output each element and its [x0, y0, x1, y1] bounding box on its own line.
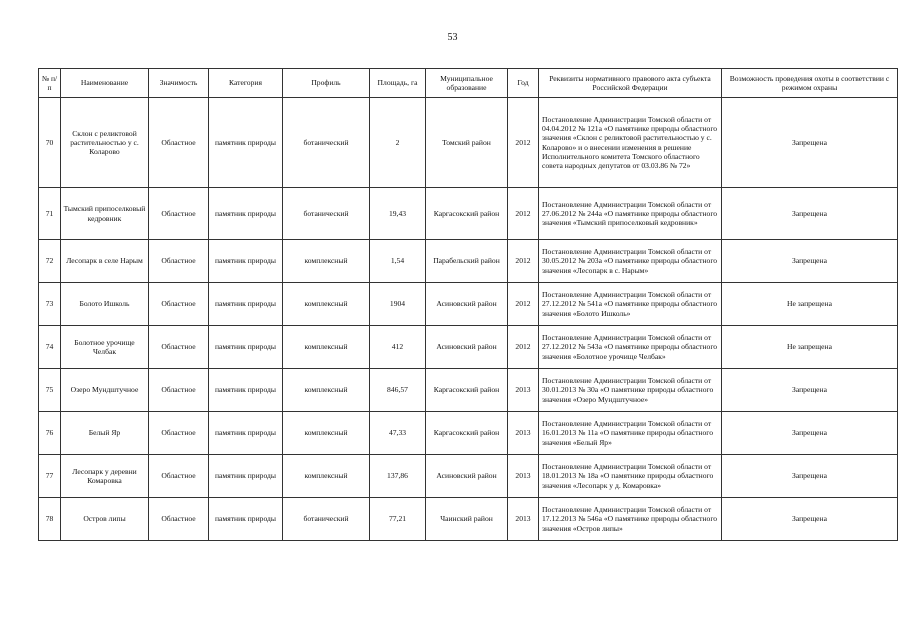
cell-hunting: Запрещена	[722, 369, 898, 412]
cell-area: 2	[370, 98, 426, 188]
table-body	[39, 98, 898, 541]
cell-hunting: Запрещена	[722, 412, 898, 455]
cell-hunting: Запрещена	[722, 455, 898, 498]
cell-name: Озеро Мундштучное	[61, 369, 149, 412]
cell-requisites: Постановление Администрации Томской области от 30.01.2013 № 30а «О памятнике природы областного значения «Озеро Мундштучное»	[539, 369, 722, 412]
cell-hunting: Не запрещена	[722, 326, 898, 369]
cell-category: памятник природы	[209, 369, 283, 412]
cell-profile: комплексный	[283, 326, 370, 369]
cell-name: Остров липы	[61, 498, 149, 541]
table-row	[39, 455, 898, 498]
cell-area: 412	[370, 326, 426, 369]
cell-hunting: Запрещена	[722, 188, 898, 240]
cell-requisites: Постановление Администрации Томской области от 16.01.2013 № 11а «О памятнике природы областного значения «Белый Яр»	[539, 412, 722, 455]
cell-significance: Областное	[149, 369, 209, 412]
cell-no: 74	[39, 326, 61, 369]
table-row	[39, 98, 898, 188]
cell-requisites: Постановление Администрации Томской области от 04.04.2012 № 121а «О памятнике природы областного значения «Склон с реликтовой растительностью у с. Коларово» и о внесении изменения в решение Исполнительного комитета Томского областного совета народных депутатов от 03.03.86 № 72»	[539, 98, 722, 188]
header-requisites: Реквизиты нормативного правового акта субъекта Российской Федерации	[539, 69, 722, 98]
cell-municipality: Томский район	[426, 98, 508, 188]
cell-significance: Областное	[149, 326, 209, 369]
table-row	[39, 498, 898, 541]
cell-significance: Областное	[149, 188, 209, 240]
cell-name: Склон с реликтовой растительностью у с. Коларово	[61, 98, 149, 188]
page-number: 53	[447, 32, 458, 43]
cell-municipality: Каргасокский район	[426, 188, 508, 240]
header-area: Площадь, га	[370, 69, 426, 98]
table-row	[39, 369, 898, 412]
table-row	[39, 412, 898, 455]
cell-significance: Областное	[149, 455, 209, 498]
cell-municipality: Асиновский район	[426, 455, 508, 498]
table-row	[39, 283, 898, 326]
cell-hunting: Запрещена	[722, 240, 898, 283]
cell-requisites: Постановление Администрации Томской области от 18.01.2013 № 18а «О памятнике природы областного значения «Лесопарк у д. Комаровка»	[539, 455, 722, 498]
cell-profile: комплексный	[283, 455, 370, 498]
cell-requisites: Постановление Администрации Томской области от 27.12.2012 № 543а «О памятнике природы областного значения «Болотное урочище Челбак»	[539, 326, 722, 369]
cell-category: памятник природы	[209, 326, 283, 369]
header-no: № п/п	[39, 69, 61, 98]
cell-requisites: Постановление Администрации Томской области от 27.06.2012 № 244а «О памятнике природы областного значения «Тымский припоселковый кедровник»	[539, 188, 722, 240]
cell-area: 1904	[370, 283, 426, 326]
cell-category: памятник природы	[209, 240, 283, 283]
cell-significance: Областное	[149, 98, 209, 188]
cell-no: 70	[39, 98, 61, 188]
cell-profile: ботанический	[283, 188, 370, 240]
cell-significance: Областное	[149, 412, 209, 455]
cell-hunting: Запрещена	[722, 98, 898, 188]
natural-monuments-table	[38, 68, 898, 541]
cell-significance: Областное	[149, 498, 209, 541]
cell-profile: ботанический	[283, 98, 370, 188]
header-municipality: Муниципальное образование	[426, 69, 508, 98]
cell-name: Тымский припоселковый кедровник	[61, 188, 149, 240]
cell-profile: комплексный	[283, 412, 370, 455]
table-row	[39, 188, 898, 240]
cell-name: Болото Ишколь	[61, 283, 149, 326]
cell-profile: ботанический	[283, 498, 370, 541]
header-profile: Профиль	[283, 69, 370, 98]
cell-profile: комплексный	[283, 240, 370, 283]
cell-no: 71	[39, 188, 61, 240]
cell-name: Болотное урочище Челбак	[61, 326, 149, 369]
cell-year: 2012	[508, 283, 539, 326]
cell-municipality: Каргасокский район	[426, 369, 508, 412]
cell-no: 75	[39, 369, 61, 412]
cell-no: 72	[39, 240, 61, 283]
cell-hunting: Не запрещена	[722, 283, 898, 326]
cell-year: 2012	[508, 188, 539, 240]
cell-requisites: Постановление Администрации Томской области от 30.05.2012 № 203а «О памятнике природы областного значения «Лесопарк в с. Нарым»	[539, 240, 722, 283]
header-category: Категория	[209, 69, 283, 98]
cell-year: 2013	[508, 369, 539, 412]
cell-name: Лесопарк у деревни Комаровка	[61, 455, 149, 498]
cell-significance: Областное	[149, 240, 209, 283]
cell-municipality: Асиновский район	[426, 326, 508, 369]
cell-requisites: Постановление Администрации Томской области от 27.12.2012 № 541а «О памятнике природы областного значения «Болото Ишколь»	[539, 283, 722, 326]
header-name: Наименование	[61, 69, 149, 98]
cell-hunting: Запрещена	[722, 498, 898, 541]
cell-year: 2012	[508, 326, 539, 369]
cell-name: Белый Яр	[61, 412, 149, 455]
cell-category: памятник природы	[209, 455, 283, 498]
cell-year: 2013	[508, 412, 539, 455]
cell-category: памятник природы	[209, 283, 283, 326]
table-header	[39, 69, 898, 98]
cell-category: памятник природы	[209, 412, 283, 455]
header-year: Год	[508, 69, 539, 98]
table-row	[39, 240, 898, 283]
cell-municipality: Асиновский район	[426, 283, 508, 326]
cell-significance: Областное	[149, 283, 209, 326]
cell-profile: комплексный	[283, 283, 370, 326]
cell-area: 47,33	[370, 412, 426, 455]
cell-year: 2013	[508, 498, 539, 541]
cell-municipality: Каргасокский район	[426, 412, 508, 455]
cell-category: памятник природы	[209, 498, 283, 541]
table-row	[39, 326, 898, 369]
cell-name: Лесопарк в селе Нарым	[61, 240, 149, 283]
cell-profile: комплексный	[283, 369, 370, 412]
cell-no: 73	[39, 283, 61, 326]
cell-area: 846,57	[370, 369, 426, 412]
cell-area: 19,43	[370, 188, 426, 240]
header-significance: Значимость	[149, 69, 209, 98]
header-row	[39, 69, 898, 98]
cell-category: памятник природы	[209, 188, 283, 240]
cell-no: 77	[39, 455, 61, 498]
header-hunting: Возможность проведения охоты в соответствии с режимом охраны	[722, 69, 898, 98]
cell-year: 2012	[508, 240, 539, 283]
cell-no: 76	[39, 412, 61, 455]
cell-municipality: Чаинский район	[426, 498, 508, 541]
cell-no: 78	[39, 498, 61, 541]
cell-area: 137,86	[370, 455, 426, 498]
cell-requisites: Постановление Администрации Томской области от 17.12.2013 № 546а «О памятнике природы областного значения «Остров липы»	[539, 498, 722, 541]
cell-municipality: Парабельский район	[426, 240, 508, 283]
cell-year: 2013	[508, 455, 539, 498]
cell-category: памятник природы	[209, 98, 283, 188]
cell-area: 77,21	[370, 498, 426, 541]
cell-area: 1,54	[370, 240, 426, 283]
cell-year: 2012	[508, 98, 539, 188]
